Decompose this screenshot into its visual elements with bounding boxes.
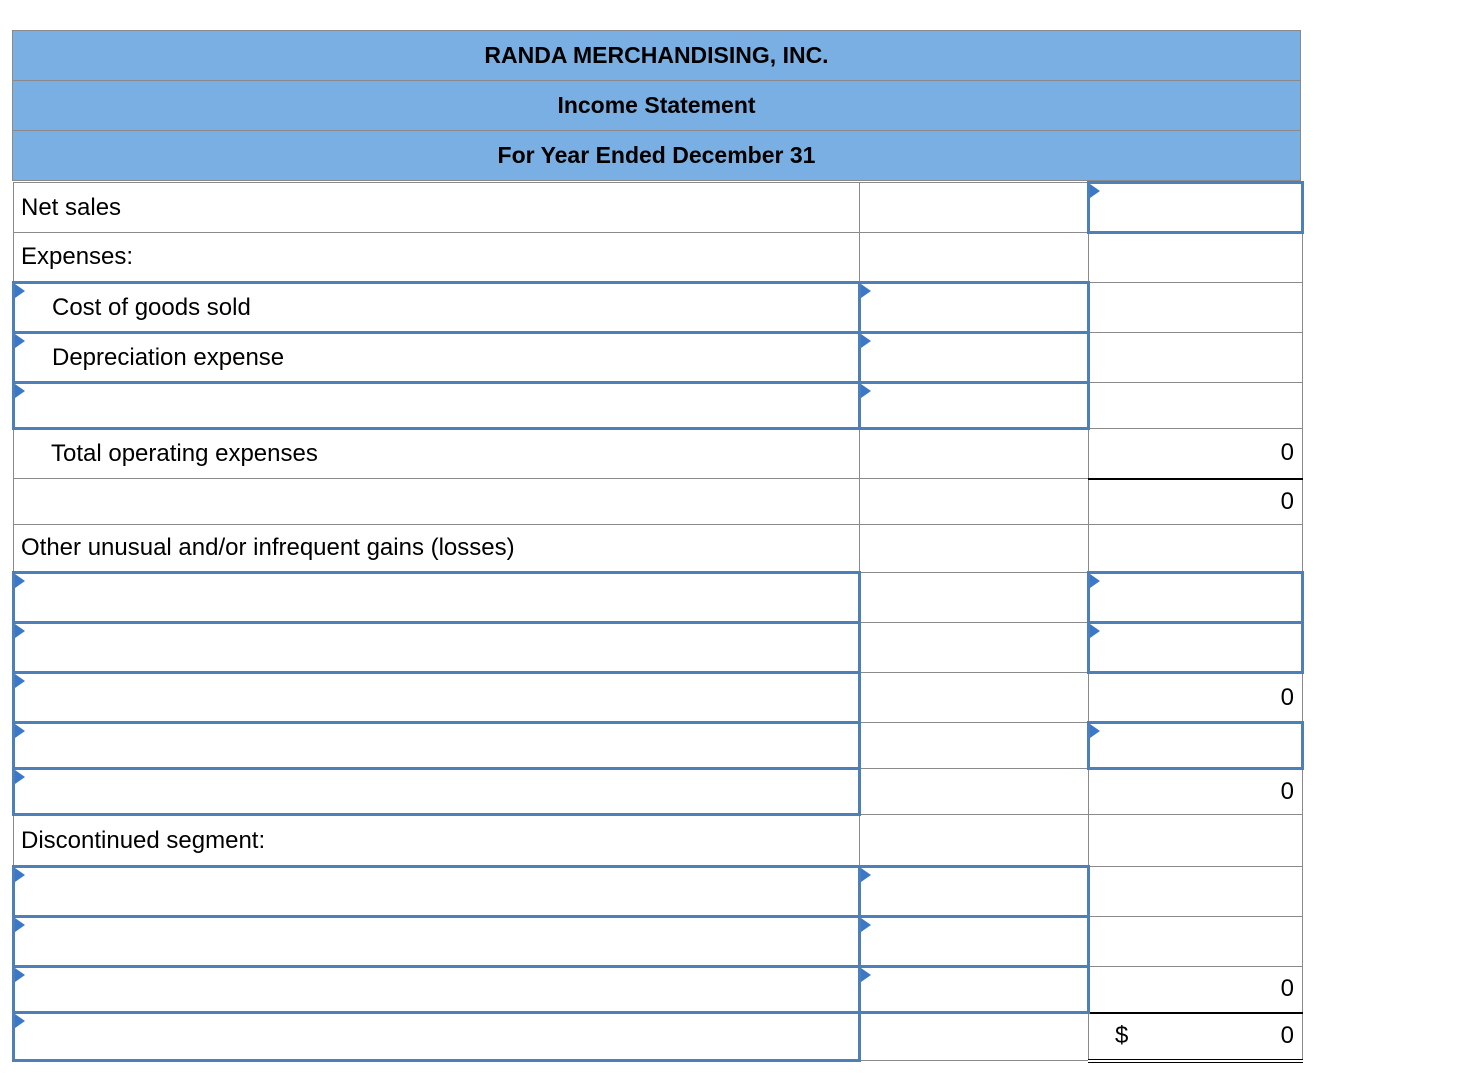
row-total-operating (14, 429, 1303, 479)
row-discontinued-1 (14, 867, 1303, 917)
row-other-1 (14, 573, 1303, 623)
cogs-label-input[interactable]: Cost of goods sold (14, 283, 860, 333)
cogs-amount-input[interactable] (860, 283, 1089, 333)
statement-period: For Year Ended December 31 (12, 130, 1301, 181)
company-name: RANDA MERCHANDISING, INC. (12, 30, 1301, 80)
row-net-sales (14, 183, 1303, 233)
other-subtotal-value: 0 (1089, 673, 1303, 723)
currency-symbol: $ (1115, 1022, 1129, 1049)
net-sales-label: Net sales (14, 183, 860, 233)
other-1-label-input[interactable] (14, 573, 860, 623)
discontinued-label: Discontinued segment: (14, 815, 860, 867)
discontinued-total-value: 0 (1089, 967, 1303, 1013)
row-other-gains-heading (14, 525, 1303, 573)
other-1-amount-input[interactable] (1089, 573, 1303, 623)
row-cogs (14, 283, 1303, 333)
row-discontinued-3 (14, 967, 1303, 1013)
depreciation-label-input[interactable]: Depreciation expense (14, 333, 860, 383)
row-expense-blank (14, 383, 1303, 429)
row-other-5 (14, 769, 1303, 815)
row-other-2 (14, 623, 1303, 673)
discontinued-1-label-input[interactable] (14, 867, 860, 917)
row-discontinued-2 (14, 917, 1303, 967)
expense-blank-label-input[interactable] (14, 383, 860, 429)
statement-table (12, 181, 1304, 1063)
other-total-value: 0 (1089, 769, 1303, 815)
discontinued-3-amount-input[interactable] (860, 967, 1089, 1013)
row-subtotal (14, 479, 1303, 525)
statement-title: Income Statement (12, 80, 1301, 130)
row-net-income (14, 1013, 1303, 1061)
income-statement-worksheet (12, 30, 1301, 1063)
row-other-3 (14, 673, 1303, 723)
net-sales-input[interactable] (1089, 183, 1303, 233)
other-4-amount-input[interactable] (1089, 723, 1303, 769)
other-2-amount-input[interactable] (1089, 623, 1303, 673)
row-other-4 (14, 723, 1303, 769)
discontinued-2-amount-input[interactable] (860, 917, 1089, 967)
net-income-label-input[interactable] (14, 1013, 860, 1061)
other-4-label-input[interactable] (14, 723, 860, 769)
expense-blank-amount-input[interactable] (860, 383, 1089, 429)
discontinued-2-label-input[interactable] (14, 917, 860, 967)
row-discontinued-heading (14, 815, 1303, 867)
row-expenses-heading (14, 233, 1303, 283)
net-income-cell (1089, 1013, 1303, 1061)
other-5-label-input[interactable] (14, 769, 860, 815)
total-operating-label: Total operating expenses (14, 429, 860, 479)
other-3-label-input[interactable] (14, 673, 860, 723)
expenses-label: Expenses: (14, 233, 860, 283)
discontinued-3-label-input[interactable] (14, 967, 860, 1013)
total-operating-value: 0 (1089, 429, 1303, 479)
net-income-value: 0 (1280, 1022, 1294, 1049)
depreciation-amount-input[interactable] (860, 333, 1089, 383)
net-sales-col2 (860, 183, 1089, 233)
subtotal-value: 0 (1089, 479, 1303, 525)
discontinued-1-amount-input[interactable] (860, 867, 1089, 917)
row-depreciation (14, 333, 1303, 383)
other-2-label-input[interactable] (14, 623, 860, 673)
other-gains-label: Other unusual and/or infrequent gains (losses) (14, 525, 860, 573)
